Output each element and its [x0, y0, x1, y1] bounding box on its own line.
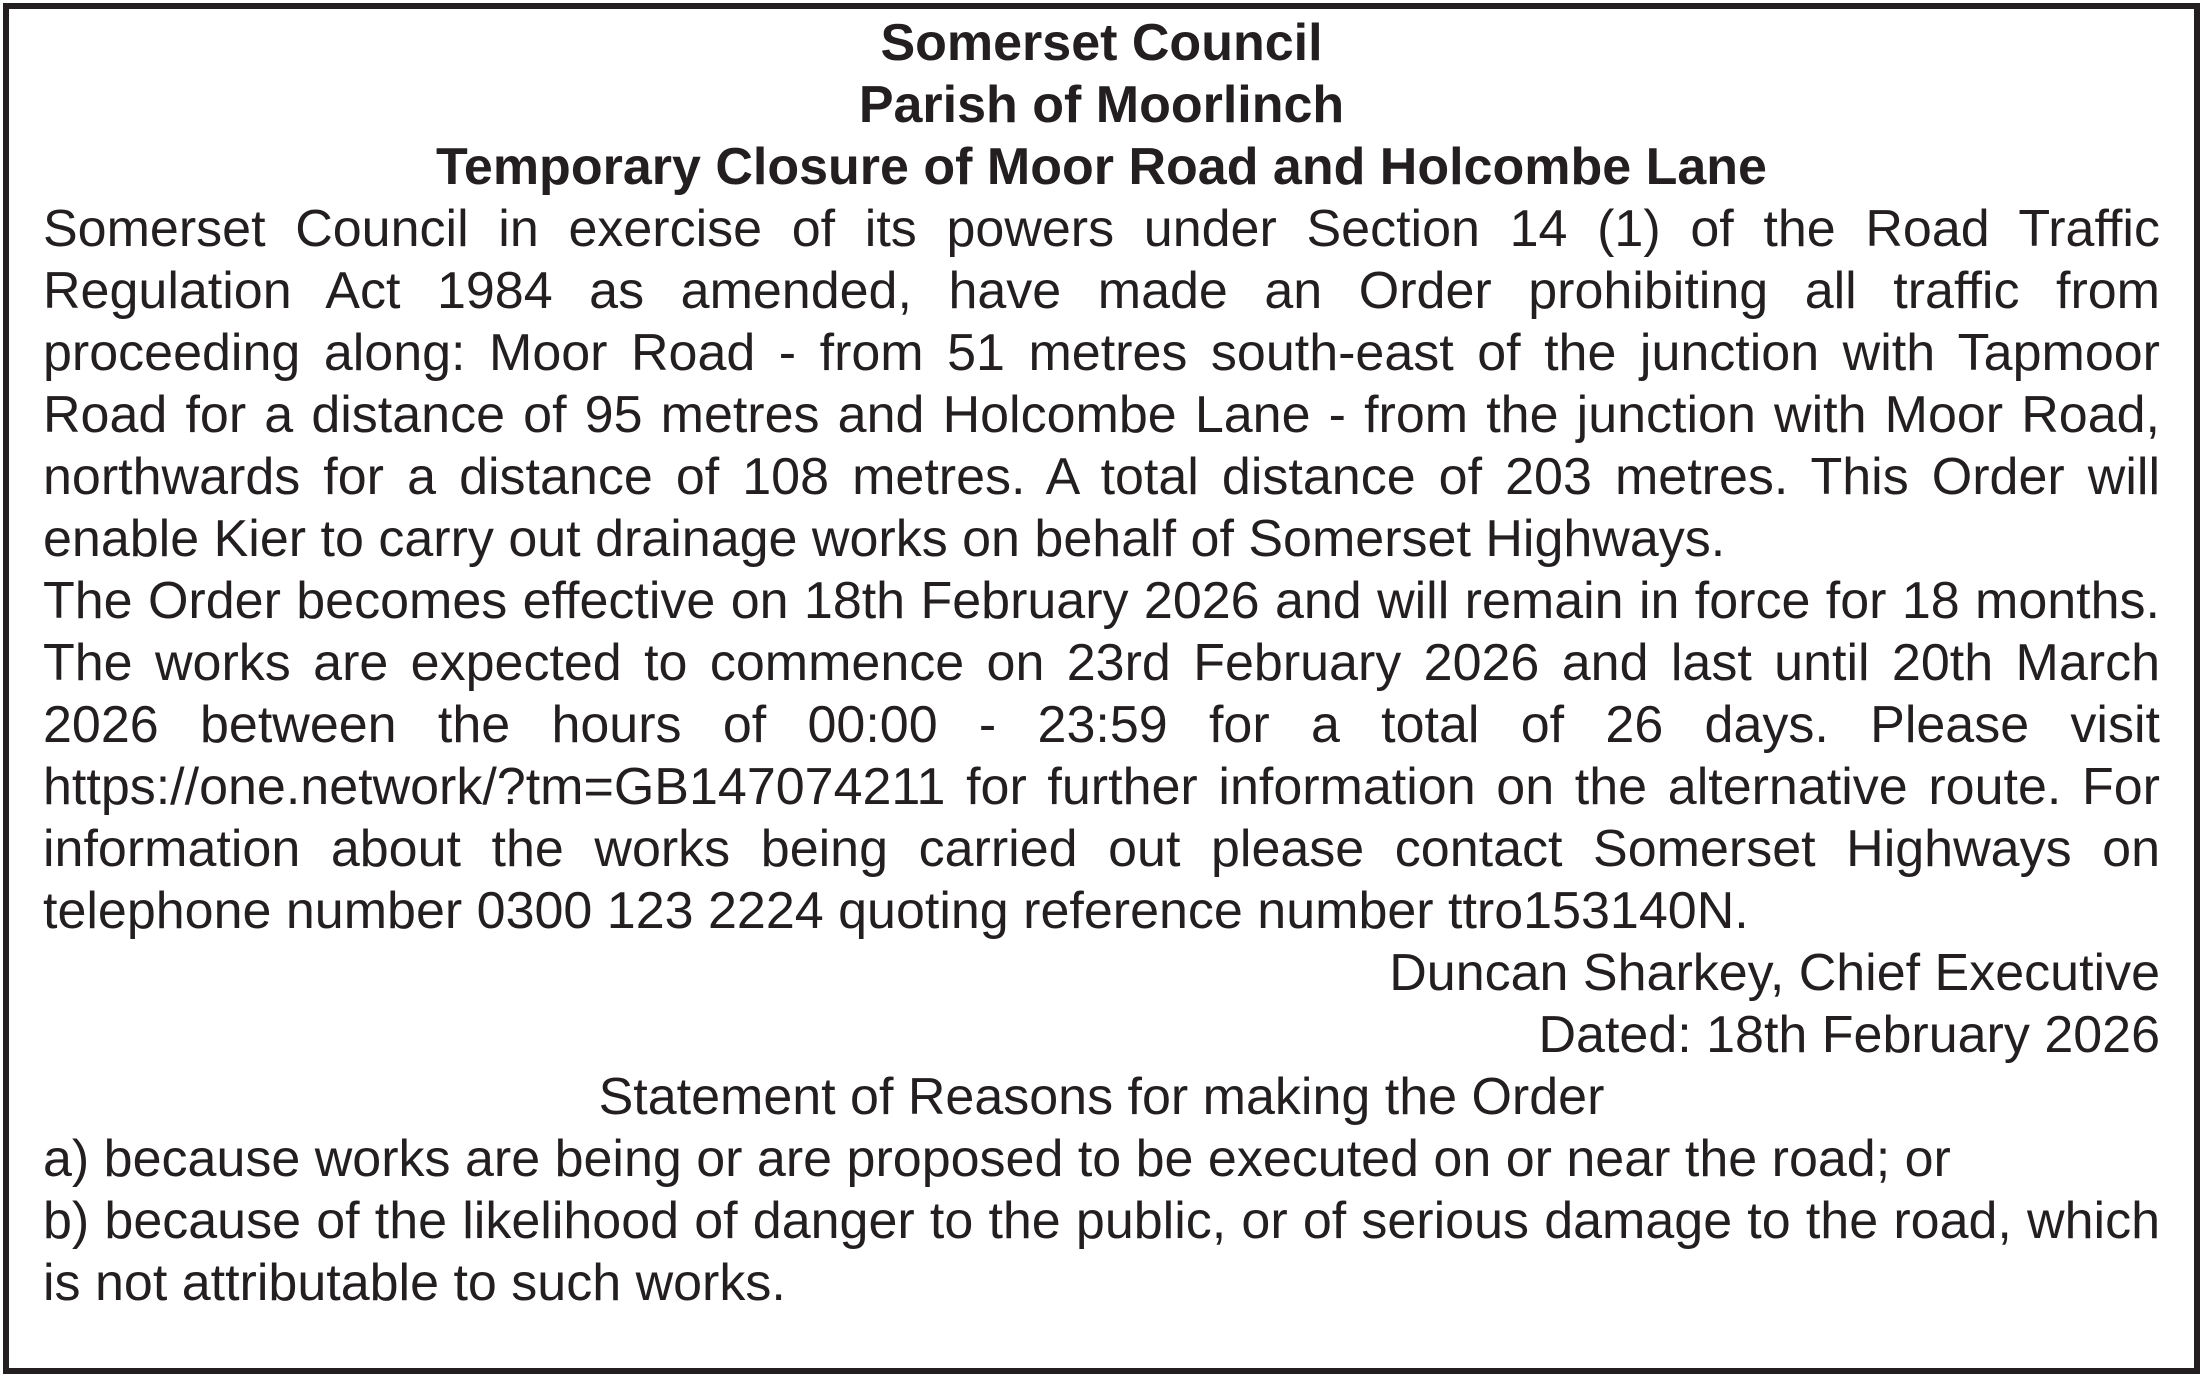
public-notice [3, 3, 2200, 1374]
dated-line: Dated: 18th February 2026 [1538, 1006, 2160, 1064]
parish-heading: Parish of Moorlinch [858, 76, 1345, 134]
reason-b: b) because of the likelihood of danger to the public, or of serious damage to the road, which is not attributable to such works. [43, 1192, 2160, 1312]
reason-a: a) because works are being or are proposed to be executed on or near the road; or [43, 1130, 1951, 1188]
reasons-heading: Statement of Reasons for making the Order [598, 1068, 1605, 1126]
order-paragraph: Somerset Council in exercise of its powers under Section 14 (1) of the Road Traffic Regulation Act 1984 as amended, have made an Order prohibiting all traffic from proceeding along: Moor Road - from 51 metres south-east of the junction with Tapmoor Road for a distance of 95 metres and Holcombe Lane - from the junction with Moor Road, northwards for a distance of 108 metres. A total distance of 203 metres. This Order will enable Kier to carry out drainage works on behalf of Somerset Highways. [43, 200, 2160, 568]
signatory: Duncan Sharkey, Chief Executive [1389, 944, 2160, 1002]
authority-heading: Somerset Council [880, 14, 1323, 72]
effective-paragraph: The Order becomes effective on 18th February 2026 and will remain in force for 18 months. The works are expected to commence on 23rd February 2026 and last until 20th March 2026 between the hours of 00:00 - 23:59 for a total of 26 days. Please visit https://one.network/?tm=GB147074211 for further information on the alternative route. For information about the works being carried out please contact Somerset Highways on telephone number 0300 123 2224 quoting reference number ttro153140N. [43, 572, 2160, 940]
notice-title: Temporary Closure of Moor Road and Holcombe Lane [436, 138, 1767, 196]
